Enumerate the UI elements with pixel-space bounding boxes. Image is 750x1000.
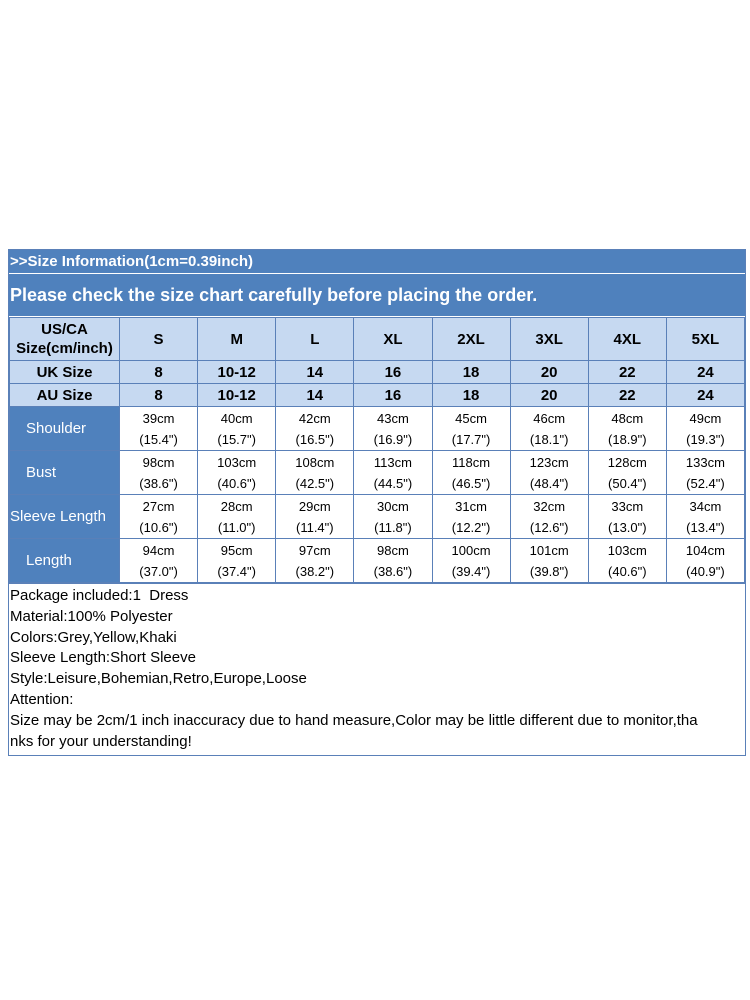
measurement-cell <box>666 407 744 451</box>
measurement-cell <box>276 451 354 495</box>
measurement-row-shoulder <box>10 407 745 451</box>
cm-value: 48cm <box>611 410 644 426</box>
size-chart <box>8 249 746 756</box>
cm-value: 42cm <box>298 410 331 426</box>
measurement-cell <box>354 407 432 451</box>
size-cell: L <box>276 318 354 361</box>
measurement-cell <box>666 539 744 583</box>
inch-value: (16.9") <box>373 431 413 447</box>
inch-value: (13.4") <box>686 519 725 535</box>
inch-value: (10.6") <box>139 519 178 535</box>
us-size-label: US/CA <box>41 321 88 338</box>
size-cell: 3XL <box>510 318 588 361</box>
measurement-cell <box>510 495 588 539</box>
cm-value: 103cm <box>607 542 647 558</box>
cm-value: 40cm <box>220 410 253 426</box>
measurement-cell <box>666 451 744 495</box>
au-size-cell: 8 <box>120 384 198 407</box>
measurement-cell <box>198 407 276 451</box>
cm-value: 108cm <box>295 454 335 470</box>
measurement-cell <box>120 407 198 451</box>
measurement-cell <box>510 451 588 495</box>
inch-value: (11.0") <box>217 519 256 535</box>
measurement-cell <box>432 407 510 451</box>
au-size-cell: 22 <box>588 384 666 407</box>
measurement-label: Shoulder <box>10 407 120 451</box>
inch-value: (37.4") <box>217 563 256 579</box>
inch-value: (11.4") <box>296 519 334 535</box>
note-line: Size may be 2cm/1 inch inaccuracy due to hand measure,Color may be little different due to monitor,tha <box>10 711 698 729</box>
inch-value: (37.0") <box>139 563 178 579</box>
cm-value: 30cm <box>377 498 409 514</box>
au-size-row <box>10 384 745 407</box>
measurement-cell <box>510 407 588 451</box>
measurement-row-length <box>10 539 745 583</box>
inch-value: (19.3") <box>686 431 725 447</box>
inch-value: (38.6") <box>139 475 178 491</box>
inch-value: (17.7") <box>451 431 491 447</box>
au-size-label: AU Size <box>10 384 120 407</box>
measurement-cell <box>588 451 666 495</box>
uk-size-cell: 18 <box>432 361 510 384</box>
measurement-cell <box>510 539 588 583</box>
inch-value: (38.6") <box>373 563 413 579</box>
measurement-cell <box>276 539 354 583</box>
uk-size-cell: 20 <box>510 361 588 384</box>
au-size-cell: 14 <box>276 384 354 407</box>
note-line: Attention: <box>10 690 74 708</box>
cm-value: 95cm <box>220 542 253 558</box>
inch-value: (12.6") <box>529 519 569 535</box>
inch-value: (40.6") <box>608 563 647 579</box>
inch-value: (52.4") <box>686 475 725 491</box>
note-line: Package included:1 Dress <box>10 587 189 604</box>
uk-size-cell: 8 <box>120 361 198 384</box>
uk-size-row <box>10 361 745 384</box>
measurement-cell <box>198 539 276 583</box>
note-line: Sleeve Length:Short Sleeve <box>10 649 196 667</box>
cm-value: 28cm <box>220 498 253 514</box>
cm-value: 27cm <box>142 498 175 514</box>
uk-size-cell: 24 <box>666 361 744 384</box>
measurement-label: Bust <box>10 451 120 495</box>
measurement-cell <box>432 539 510 583</box>
inch-value: (39.8") <box>529 563 569 579</box>
size-cell: M <box>198 318 276 361</box>
cm-value: 123cm <box>529 454 569 470</box>
measurement-cell <box>120 539 198 583</box>
inch-value: (12.2") <box>451 519 491 535</box>
measurement-row-sleeve-length <box>10 495 745 539</box>
inch-value: (13.0") <box>608 519 647 535</box>
measurement-cell <box>354 539 432 583</box>
uk-size-cell: 10-12 <box>198 361 276 384</box>
note-line: Material:100% Polyester <box>10 607 173 625</box>
inch-value: (40.9") <box>686 563 725 579</box>
measurement-cell <box>666 495 744 539</box>
size-cell: 5XL <box>666 318 744 361</box>
size-unit-label: Size(cm/inch) <box>16 340 113 357</box>
inch-value: (15.7") <box>217 431 256 447</box>
size-cell: XL <box>354 318 432 361</box>
uk-size-cell: 16 <box>354 361 432 384</box>
measurement-label: Sleeve Length <box>10 495 120 539</box>
measurement-cell <box>432 451 510 495</box>
uk-size-cell: 14 <box>276 361 354 384</box>
cm-value: 98cm <box>377 542 409 558</box>
cm-value: 45cm <box>455 410 487 426</box>
cm-value: 103cm <box>217 454 257 470</box>
inch-value: (11.8") <box>374 519 412 535</box>
cm-value: 128cm <box>607 454 647 470</box>
measurement-label: Length <box>10 539 120 583</box>
inch-value: (18.9") <box>608 431 647 447</box>
cm-value: 33cm <box>611 498 644 514</box>
size-cell: 4XL <box>588 318 666 361</box>
cm-value: 32cm <box>533 498 566 514</box>
measurement-cell <box>276 407 354 451</box>
cm-value: 133cm <box>685 454 725 470</box>
inch-value: (42.5") <box>295 475 335 491</box>
au-size-cell: 24 <box>666 384 744 407</box>
measurement-cell <box>120 451 198 495</box>
cm-value: 43cm <box>377 410 409 426</box>
measurement-cell <box>354 495 432 539</box>
us-size-label-cell <box>10 318 120 361</box>
measurement-row-bust <box>10 451 745 495</box>
au-size-cell: 16 <box>354 384 432 407</box>
measurement-cell <box>120 495 198 539</box>
size-table <box>9 317 745 583</box>
cm-value: 113cm <box>373 454 412 470</box>
cm-value: 104cm <box>685 542 725 558</box>
size-cell: S <box>120 318 198 361</box>
size-notice-header: Please check the size chart carefully before placing the order. <box>9 274 745 317</box>
cm-value: 118cm <box>452 454 491 470</box>
uk-size-cell: 22 <box>588 361 666 384</box>
us-size-row <box>10 318 745 361</box>
cm-value: 34cm <box>689 498 722 514</box>
measurement-cell <box>276 495 354 539</box>
size-cell: 2XL <box>432 318 510 361</box>
measurement-cell <box>588 495 666 539</box>
measurement-cell <box>354 451 432 495</box>
au-size-cell: 18 <box>432 384 510 407</box>
cm-value: 97cm <box>298 542 331 558</box>
inch-value: (44.5") <box>373 475 413 491</box>
measurement-cell <box>432 495 510 539</box>
inch-value: (40.6") <box>217 475 256 491</box>
inch-value: (18.1") <box>529 431 569 447</box>
cm-value: 31cm <box>455 498 487 514</box>
uk-size-label: UK Size <box>10 361 120 384</box>
cm-value: 94cm <box>142 542 175 558</box>
inch-value: (38.2") <box>295 563 335 579</box>
note-line: nks for your understanding! <box>10 732 192 750</box>
cm-value: 100cm <box>451 542 491 558</box>
cm-value: 29cm <box>298 498 331 514</box>
inch-value: (39.4") <box>451 563 491 579</box>
measurement-cell <box>198 495 276 539</box>
inch-value: (46.5") <box>451 475 491 491</box>
cm-value: 49cm <box>689 410 722 426</box>
inch-value: (16.5") <box>295 431 335 447</box>
note-line: Style:Leisure,Bohemian,Retro,Europe,Loose <box>10 670 307 688</box>
inch-value: (15.4") <box>139 431 178 447</box>
product-notes <box>9 583 745 755</box>
size-info-header: >>Size Information(1cm=0.39inch) <box>9 250 745 274</box>
inch-value: (48.4") <box>529 475 569 491</box>
au-size-cell: 10-12 <box>198 384 276 407</box>
note-line: Colors:Grey,Yellow,Khaki <box>10 628 177 646</box>
inch-value: (50.4") <box>608 475 647 491</box>
measurement-cell <box>588 539 666 583</box>
measurement-cell <box>198 451 276 495</box>
cm-value: 101cm <box>529 542 569 558</box>
cm-value: 39cm <box>142 410 175 426</box>
measurement-cell <box>588 407 666 451</box>
au-size-cell: 20 <box>510 384 588 407</box>
cm-value: 46cm <box>533 410 566 426</box>
cm-value: 98cm <box>142 454 175 470</box>
